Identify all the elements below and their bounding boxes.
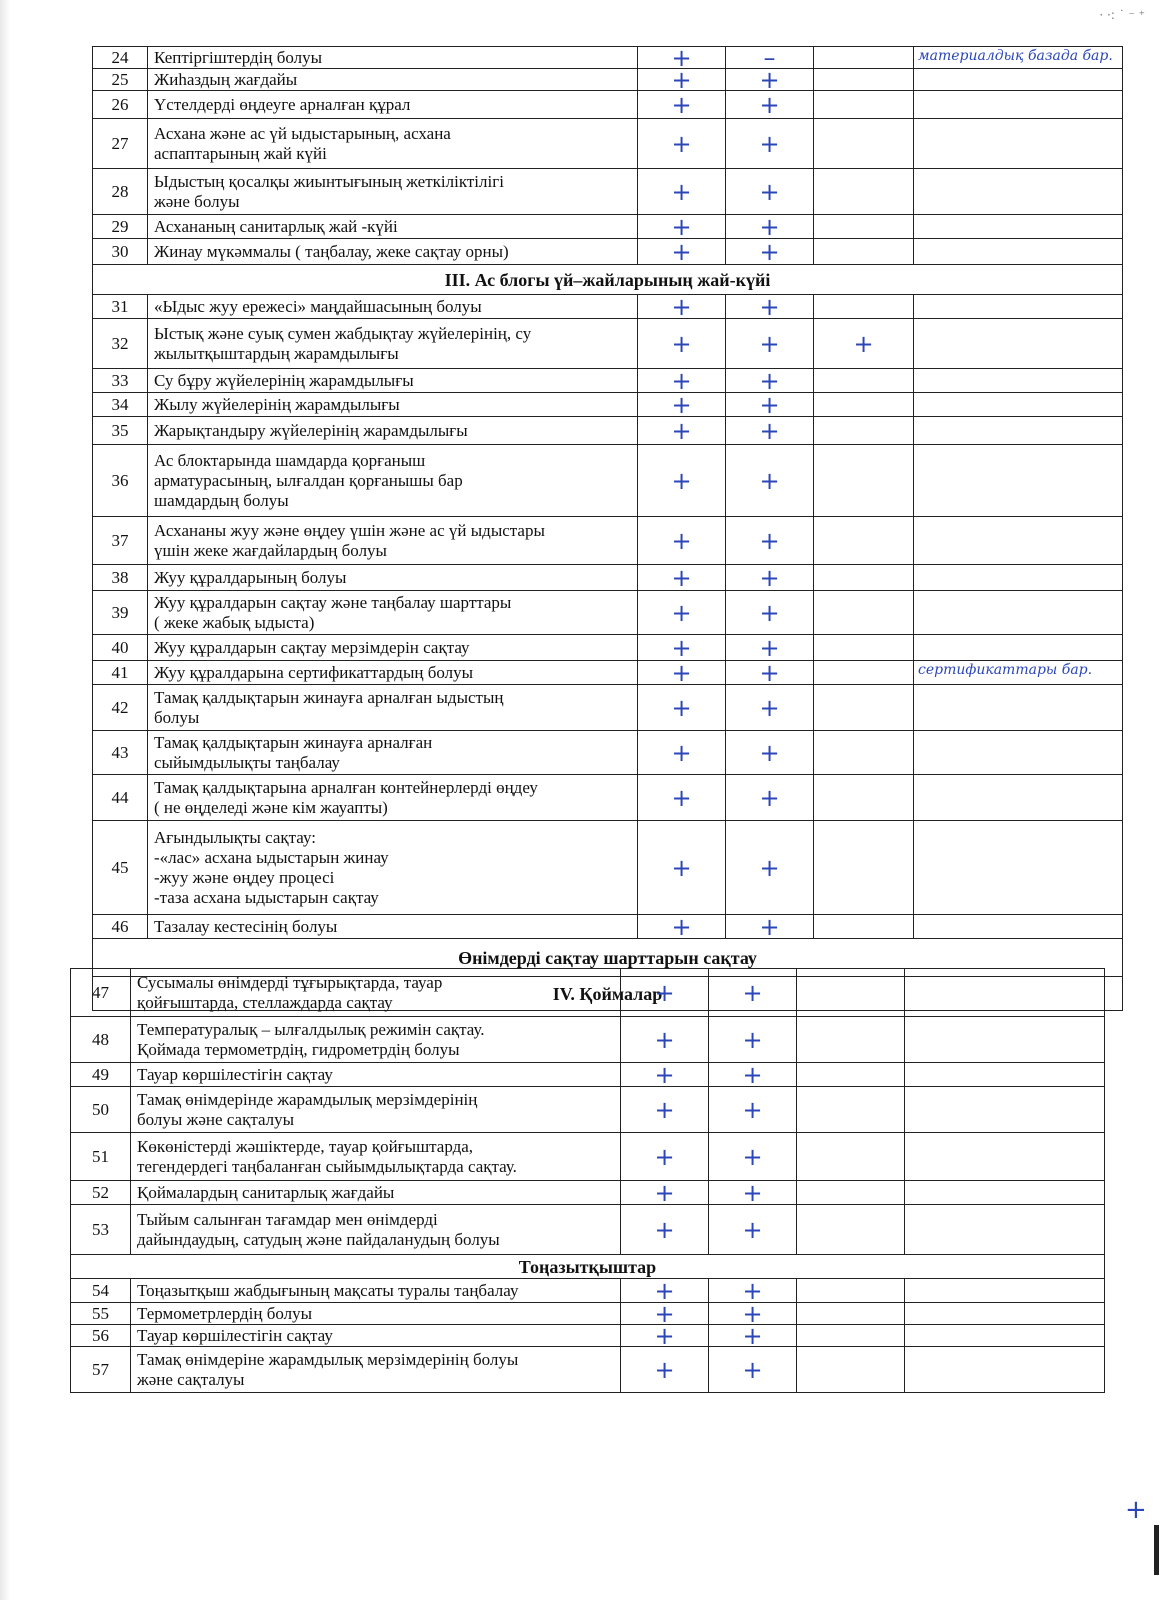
criterion-text: «Ыдыс жуу ережесі» маңдайшасының болуы [148, 295, 638, 319]
row-number: 43 [93, 731, 148, 775]
mark-column-1: + [638, 685, 726, 731]
mark-column-2: + [726, 319, 814, 369]
criterion-text: Тамақ қалдықтарына арналған контейнерлерді өңдеу ( не өңделеді және кім жауапты) [148, 775, 638, 821]
row-number: 25 [93, 69, 148, 91]
table-row [93, 369, 1123, 393]
table-row [93, 319, 1123, 369]
table-row [93, 685, 1123, 731]
mark-column-3 [814, 369, 914, 393]
row-number: 55 [71, 1303, 131, 1325]
mark-column-3 [814, 119, 914, 169]
table-row [93, 915, 1123, 939]
handwritten-note [914, 393, 1123, 417]
mark-column-2: + [726, 565, 814, 591]
mark-column-2: + [709, 1205, 797, 1255]
table-row [93, 635, 1123, 661]
mark-column-3 [797, 1063, 905, 1087]
handwritten-note [905, 1325, 1105, 1347]
mark-column-1: + [621, 1347, 709, 1393]
mark-column-3 [797, 1017, 905, 1063]
row-number: 50 [71, 1087, 131, 1133]
criterion-text: Ағындылықты сақтау: -«лас» асхана ыдыстарын жинау -жуу және өңдеу процесі -таза асхана ыдыстарын сақтау [148, 821, 638, 915]
mark-column-1: + [621, 969, 709, 1017]
row-number: 42 [93, 685, 148, 731]
row-number: 48 [71, 1017, 131, 1063]
handwritten-note [905, 1303, 1105, 1325]
handwritten-note [905, 1347, 1105, 1393]
mark-column-2: + [726, 517, 814, 565]
mark-column-1: + [638, 393, 726, 417]
criterion-text: Жинау мүкәммалы ( таңбалау, жеке сақтау орны) [148, 239, 638, 265]
mark-column-3 [814, 417, 914, 445]
mark-column-2: + [709, 1087, 797, 1133]
table-row [93, 417, 1123, 445]
section-row [93, 265, 1123, 295]
row-number: 24 [93, 47, 148, 69]
row-number: 27 [93, 119, 148, 169]
mark-column-1: + [638, 661, 726, 685]
handwritten-note [905, 1087, 1105, 1133]
binding-mark [1154, 1525, 1159, 1575]
row-number: 44 [93, 775, 148, 821]
mark-column-2: – [726, 47, 814, 69]
mark-column-1: + [638, 775, 726, 821]
table-row [71, 1181, 1105, 1205]
mark-column-2: + [709, 1063, 797, 1087]
handwritten-note [914, 417, 1123, 445]
mark-column-2: + [726, 635, 814, 661]
row-number: 32 [93, 319, 148, 369]
mark-column-3: + [814, 319, 914, 369]
criterion-text: Асхана және ас үй ыдыстарының, асхана аспаптарының жай күйі [148, 119, 638, 169]
table-row [93, 445, 1123, 517]
handwritten-note [914, 731, 1123, 775]
table-row [71, 1303, 1105, 1325]
handwritten-note [914, 775, 1123, 821]
row-number: 29 [93, 215, 148, 239]
handwritten-note [914, 169, 1123, 215]
mark-column-3 [814, 685, 914, 731]
row-number: 33 [93, 369, 148, 393]
handwritten-note [905, 1133, 1105, 1181]
mark-column-1: + [638, 517, 726, 565]
mark-column-1: + [621, 1017, 709, 1063]
criterion-text: Сусымалы өнімдерді тұғырықтарда, тауар қойғыштарда, стеллаждарда сақтау [131, 969, 621, 1017]
row-number: 47 [71, 969, 131, 1017]
mark-column-1: + [638, 635, 726, 661]
row-number: 45 [93, 821, 148, 915]
mark-column-2: + [726, 69, 814, 91]
section-heading: Өнімдерді сақтау шарттарын сақтау [93, 939, 1123, 977]
handwritten-note [914, 591, 1123, 635]
criterion-text: Кептіргіштердің болуы [148, 47, 638, 69]
table-row [93, 215, 1123, 239]
mark-column-2: + [726, 775, 814, 821]
row-number: 53 [71, 1205, 131, 1255]
mark-column-2: + [726, 369, 814, 393]
stray-plus-mark: + [1125, 1495, 1147, 1525]
table-row [93, 591, 1123, 635]
mark-column-3 [797, 1347, 905, 1393]
table-row [93, 169, 1123, 215]
mark-column-2: + [726, 119, 814, 169]
handwritten-note [914, 319, 1123, 369]
mark-column-1: + [621, 1133, 709, 1181]
table-row [93, 821, 1123, 915]
table-row [71, 1063, 1105, 1087]
mark-column-1: + [638, 319, 726, 369]
mark-column-2: + [709, 1017, 797, 1063]
handwritten-note [914, 369, 1123, 393]
mark-column-3 [797, 1279, 905, 1303]
handwritten-note [914, 295, 1123, 319]
row-number: 28 [93, 169, 148, 215]
mark-column-2: + [709, 1133, 797, 1181]
mark-column-3 [814, 731, 914, 775]
mark-column-2: + [726, 445, 814, 517]
mark-column-1: + [638, 821, 726, 915]
criterion-text: Қоймалардың санитарлық жағдайы [131, 1181, 621, 1205]
section-heading: IV. Қоймалар [93, 977, 1123, 1011]
row-number: 31 [93, 295, 148, 319]
mark-column-1: + [621, 1279, 709, 1303]
mark-column-2: + [726, 661, 814, 685]
criterion-text: Ыстық және суық сумен жабдықтау жүйелерінің, су жылытқыштардың жарамдылығы [148, 319, 638, 369]
table-row [93, 47, 1123, 69]
criterion-text: Жуу құралдарын сақтау және таңбалау шарттары ( жеке жабық ыдыста) [148, 591, 638, 635]
handwritten-note [914, 69, 1123, 91]
mark-column-1: + [638, 239, 726, 265]
table-row [93, 91, 1123, 119]
mark-column-2: + [726, 731, 814, 775]
mark-column-3 [797, 1205, 905, 1255]
mark-column-1: + [638, 47, 726, 69]
mark-column-3 [814, 635, 914, 661]
handwritten-note [914, 239, 1123, 265]
criterion-text: Тыйым салынған тағамдар мен өнімдерді дайындаудың, сатудың және пайдаланудың болуы [131, 1205, 621, 1255]
handwritten-note: сертификаттары бар. [914, 661, 1123, 685]
scan-edge-shadow [0, 0, 10, 1600]
mark-column-3 [814, 591, 914, 635]
table-row [71, 1279, 1105, 1303]
mark-column-2: + [726, 821, 814, 915]
table-row [93, 661, 1123, 685]
handwritten-note [914, 517, 1123, 565]
mark-column-2: + [709, 1325, 797, 1347]
corner-marks: · ·: ˙ ⁻ ⁺ [1099, 8, 1145, 22]
row-number: 56 [71, 1325, 131, 1347]
criterion-text: Су бұру жүйелерінің жарамдылығы [148, 369, 638, 393]
row-number: 34 [93, 393, 148, 417]
mark-column-2: + [726, 295, 814, 319]
mark-column-2: + [709, 969, 797, 1017]
row-number: 26 [93, 91, 148, 119]
handwritten-note [914, 215, 1123, 239]
mark-column-3 [814, 295, 914, 319]
table-row [93, 393, 1123, 417]
mark-column-1: + [621, 1303, 709, 1325]
criterion-text: Үстелдерді өңдеуге арналған құрал [148, 91, 638, 119]
mark-column-3 [814, 393, 914, 417]
mark-column-2: + [726, 169, 814, 215]
mark-column-2: + [726, 685, 814, 731]
mark-column-1: + [621, 1181, 709, 1205]
mark-column-1: + [638, 119, 726, 169]
row-number: 46 [93, 915, 148, 939]
criterion-text: Тауар көршілестігін сақтау [131, 1325, 621, 1347]
handwritten-note: материалдық базада бар. [914, 47, 1123, 69]
mark-column-3 [814, 47, 914, 69]
mark-column-3 [797, 969, 905, 1017]
handwritten-note [914, 821, 1123, 915]
criterion-text: Тауар көршілестігін сақтау [131, 1063, 621, 1087]
mark-column-1: + [638, 565, 726, 591]
mark-column-1: + [638, 91, 726, 119]
mark-column-1: + [621, 1205, 709, 1255]
mark-column-2: + [709, 1279, 797, 1303]
table-row [71, 1017, 1105, 1063]
mark-column-2: + [726, 215, 814, 239]
criterion-text: Тамақ өнімдерінде жарамдылық мерзімдерінің болуы және сақталуы [131, 1087, 621, 1133]
checklist-table-lower [70, 968, 1105, 1393]
criterion-text: Тазалау кестесінің болуы [148, 915, 638, 939]
mark-column-3 [814, 775, 914, 821]
mark-column-1: + [638, 417, 726, 445]
table-row [93, 731, 1123, 775]
row-number: 35 [93, 417, 148, 445]
mark-column-1: + [638, 591, 726, 635]
criterion-text: Тоңазытқыш жабдығының мақсаты туралы таңбалау [131, 1279, 621, 1303]
mark-column-1: + [638, 915, 726, 939]
mark-column-2: + [726, 239, 814, 265]
section-heading: III. Ас блогы үй–жайларының жай-күйі [93, 265, 1123, 295]
mark-column-2: + [726, 91, 814, 119]
table-row [93, 775, 1123, 821]
criterion-text: Тамақ қалдықтарын жинауға арналған ыдыстың болуы [148, 685, 638, 731]
row-number: 41 [93, 661, 148, 685]
mark-column-1: + [638, 445, 726, 517]
row-number: 40 [93, 635, 148, 661]
criterion-text: Тамақ қалдықтарын жинауға арналған сыйымдылықты таңбалау [148, 731, 638, 775]
handwritten-note [914, 565, 1123, 591]
table-row [71, 1133, 1105, 1181]
criterion-text: Термометрлердің болуы [131, 1303, 621, 1325]
mark-column-3 [814, 915, 914, 939]
table-row [71, 1325, 1105, 1347]
mark-column-2: + [726, 915, 814, 939]
handwritten-note [905, 1205, 1105, 1255]
row-number: 51 [71, 1133, 131, 1181]
mark-column-3 [797, 1303, 905, 1325]
mark-column-2: + [709, 1347, 797, 1393]
table-row [71, 1205, 1105, 1255]
mark-column-1: + [638, 69, 726, 91]
checklist-table-upper [92, 43, 1123, 1011]
row-number: 54 [71, 1279, 131, 1303]
criterion-text: Жуу құралдарының болуы [148, 565, 638, 591]
mark-column-3 [814, 239, 914, 265]
mark-column-1: + [638, 731, 726, 775]
table-row [93, 119, 1123, 169]
mark-column-3 [797, 1087, 905, 1133]
row-number: 57 [71, 1347, 131, 1393]
handwritten-note [914, 915, 1123, 939]
handwritten-note [914, 445, 1123, 517]
table-row [71, 1347, 1105, 1393]
mark-column-1: + [638, 215, 726, 239]
table-row [93, 565, 1123, 591]
mark-column-3 [797, 1181, 905, 1205]
handwritten-note [914, 119, 1123, 169]
mark-column-3 [814, 661, 914, 685]
table-row [71, 1087, 1105, 1133]
row-number: 30 [93, 239, 148, 265]
mark-column-3 [814, 517, 914, 565]
mark-column-3 [814, 565, 914, 591]
mark-column-1: + [621, 1063, 709, 1087]
criterion-text: Көкөністерді жәшіктерде, тауар қойғыштарда, тегендердегі таңбаланған сыйымдылықтарда сақтау. [131, 1133, 621, 1181]
row-number: 49 [71, 1063, 131, 1087]
handwritten-note [905, 1279, 1105, 1303]
table-row [71, 969, 1105, 1017]
mark-column-3 [814, 215, 914, 239]
mark-column-2: + [726, 417, 814, 445]
criterion-text: Жарықтандыру жүйелерінің жарамдылығы [148, 417, 638, 445]
mark-column-3 [814, 821, 914, 915]
mark-column-1: + [621, 1325, 709, 1347]
handwritten-note [905, 1017, 1105, 1063]
table-row [93, 517, 1123, 565]
section-heading: Тоңазытқыштар [71, 1255, 1105, 1279]
handwritten-note [914, 685, 1123, 731]
section-row [71, 1255, 1105, 1279]
mark-column-2: + [709, 1303, 797, 1325]
mark-column-3 [814, 91, 914, 119]
mark-column-2: + [726, 591, 814, 635]
mark-column-1: + [638, 295, 726, 319]
mark-column-3 [814, 445, 914, 517]
mark-column-3 [814, 69, 914, 91]
handwritten-note [914, 91, 1123, 119]
mark-column-1: + [621, 1087, 709, 1133]
criterion-text: Жиһаздың жағдайы [148, 69, 638, 91]
criterion-text: Асхананы жуу және өңдеу үшін және ас үй ыдыстары үшін жеке жағдайлардың болуы [148, 517, 638, 565]
mark-column-1: + [638, 369, 726, 393]
mark-column-3 [797, 1325, 905, 1347]
row-number: 37 [93, 517, 148, 565]
criterion-text: Ыдыстың қосалқы жиынтығының жеткіліктілігі және болуы [148, 169, 638, 215]
mark-column-2: + [709, 1181, 797, 1205]
criterion-text: Жуу құралдарына сертификаттардың болуы [148, 661, 638, 685]
table-row [93, 69, 1123, 91]
table-row [93, 295, 1123, 319]
criterion-text: Тамақ өнімдеріне жарамдылық мерзімдерінің болуы және сақталуы [131, 1347, 621, 1393]
mark-column-3 [814, 169, 914, 215]
handwritten-note [905, 1063, 1105, 1087]
table-row [93, 239, 1123, 265]
mark-column-2: + [726, 393, 814, 417]
criterion-text: Жылу жүйелерінің жарамдылығы [148, 393, 638, 417]
criterion-text: Ас блоктарында шамдарда қорғаныш арматурасының, ылғалдан қорғанышы бар шамдардың болуы [148, 445, 638, 517]
criterion-text: Жуу құралдарын сақтау мерзімдерін сақтау [148, 635, 638, 661]
mark-column-1: + [638, 169, 726, 215]
row-number: 52 [71, 1181, 131, 1205]
row-number: 38 [93, 565, 148, 591]
handwritten-note [914, 635, 1123, 661]
handwritten-note [905, 969, 1105, 1017]
handwritten-note [905, 1181, 1105, 1205]
row-number: 36 [93, 445, 148, 517]
criterion-text: Асхананың санитарлық жай -күйі [148, 215, 638, 239]
row-number: 39 [93, 591, 148, 635]
criterion-text: Температуралық – ылғалдылық режимін сақтау. Қоймада термометрдің, гидрометрдің болуы [131, 1017, 621, 1063]
mark-column-3 [797, 1133, 905, 1181]
